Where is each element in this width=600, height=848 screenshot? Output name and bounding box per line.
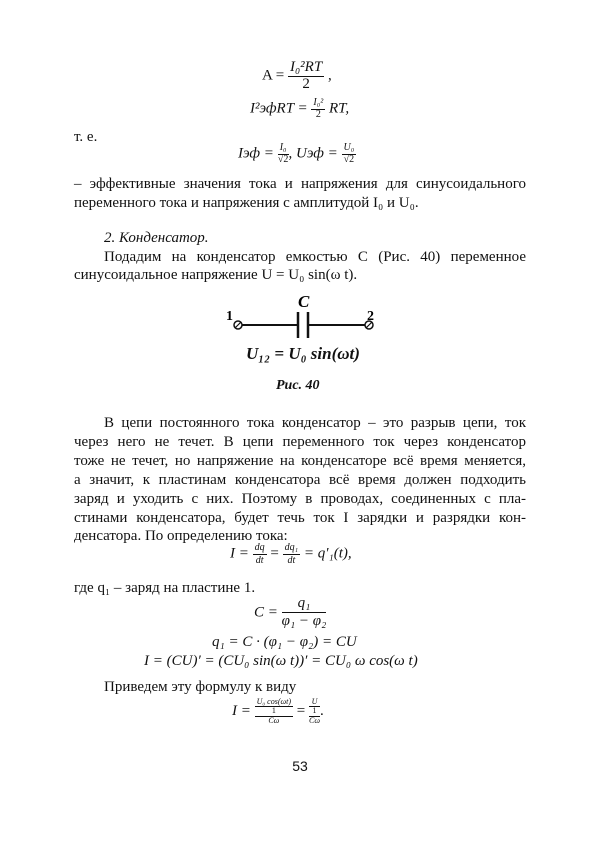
- formula-work: A = $\frac{\text{I₀²RT}}{2}$ ,: [262, 59, 332, 92]
- paragraph-line: – эффективные значения тока и напряжения для синусоидального: [74, 176, 526, 192]
- paragraph-line: синусоидальное напряжение U = U₀ sin(ω t).: [74, 267, 358, 283]
- formula-capacitance: C = $\frac{\text{q₁}}{\text{φ₁ − φ₂}}$: [254, 595, 327, 629]
- paragraph-line: стинами конденсатора, будет течь ток I зарядки и разрядки кон-: [74, 510, 526, 526]
- figure-caption: Рис. 40: [276, 378, 320, 393]
- paragraph-line: а значит, к пластинам конденсатора всё время должен подходить: [74, 472, 526, 488]
- paragraph-line: где q₁ – заряд на пластине 1.: [74, 580, 256, 596]
- formula-charge: q₁ = C · (φ₁ − φ₂) = CU: [212, 634, 357, 650]
- node-label-1: 1: [226, 309, 233, 324]
- formula-effective-values: Iэф = $\frac{\text{I₀}}{√2}$ , Uэф = $\frac{\text{U₀}}{√2}$: [238, 142, 355, 165]
- paragraph-line: Приведем эту формулу к виду: [104, 679, 297, 695]
- text-ie: т. е.: [74, 129, 98, 145]
- formula-current-derivation: I = (CU)′ = (CU₀ sin(ω t))′ = CU₀ ω cos(ω t): [144, 653, 418, 669]
- paragraph-line: переменного тока и напряжения с амплитудой I₀ и U₀.: [74, 195, 419, 211]
- formula-power-equality: I²эфRT = $\frac{\text{I₀²}}{2}$ RT,: [250, 97, 350, 120]
- formula-current-definition: I = $\frac{dq}{dt}$ = $\frac{\text{dq₁}}{dt} = q'_1(t)$,: [230, 542, 352, 566]
- paragraph-line: тоже не течет, но напряжение на конденсаторе всё время меняется,: [74, 453, 526, 469]
- paragraph-line: В цепи постоянного тока конденсатор – это разрыв цепи, ток: [104, 415, 526, 431]
- paragraph-line: через него не течет. В цепи переменного ток через конденсатор: [74, 434, 526, 450]
- figure-equation: U₁₂ = U₀ sin(ωt): [246, 344, 360, 363]
- page-number: 53: [292, 758, 308, 774]
- paragraph-line: заряд и уходить с них. Поэтому в проводах, соединенных с пла-: [74, 491, 526, 507]
- section-heading: 2. Конденсатор.: [104, 230, 209, 246]
- formula-final: I = U₀ cos(ωt) 1 Cω = U 1 Cω .: [232, 697, 324, 725]
- node-label-2: 2: [367, 309, 374, 324]
- paragraph-line: денсатора. По определению тока:: [74, 528, 288, 544]
- paragraph-line: Подадим на конденсатор емкостью C (Рис. 40) переменное: [104, 249, 526, 265]
- capacitor-circuit-diagram: [220, 288, 390, 340]
- capacitor-label: C: [298, 292, 310, 311]
